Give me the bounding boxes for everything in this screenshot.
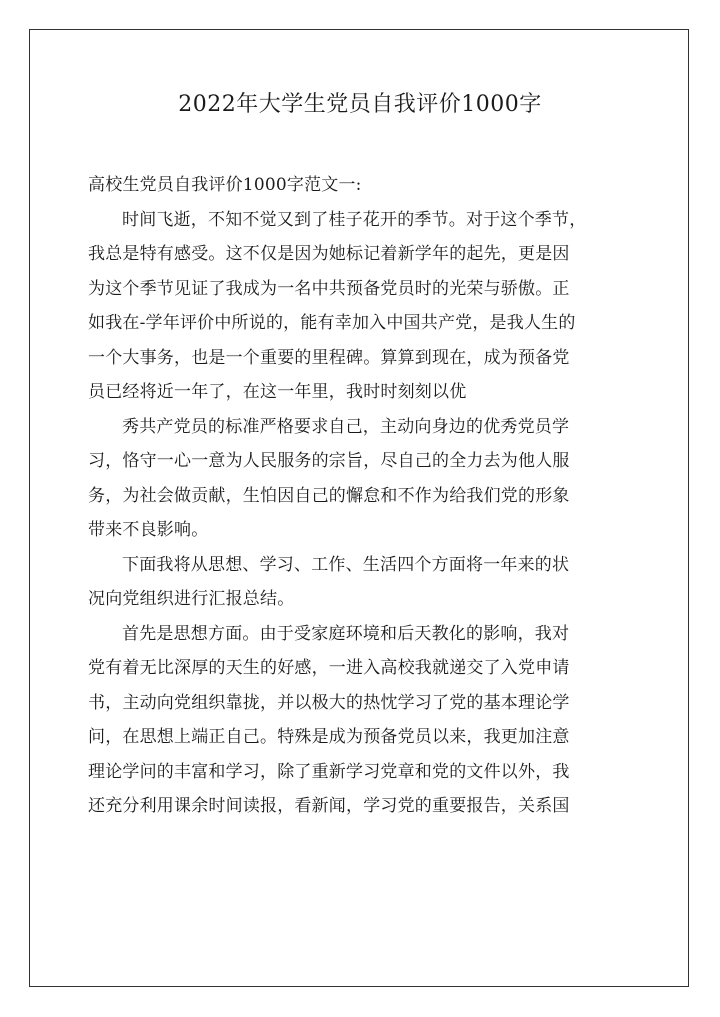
text-line: 为这个季节见证了我成为一名中共预备党员时的光荣与骄傲。正 <box>88 278 570 299</box>
text-line: 首先是思想方面。由于受家庭环境和后天教化的影响，我对 <box>122 623 570 644</box>
text-line: 书，主动向党组织靠拢，并以极大的热忱学习了党的基本理论学 <box>88 692 570 713</box>
text-line: 我总是特有感受。这不仅是因为她标记着新学年的起先，更是因 <box>88 244 570 264</box>
text-line: 时间飞逝，不知不觉又到了桂子花开的季节。对于这个季节， <box>122 209 587 230</box>
text-line: 理论学问的丰富和学习，除了重新学习党章和党的文件以外，我 <box>88 761 570 782</box>
text-line: 下面我将从思想、学习、工作、生活四个方面将一年来的状 <box>122 554 570 575</box>
text-line: 党有着无比深厚的天生的好感，一进入高校我就递交了入党申请 <box>88 658 570 678</box>
text-line: 习，恪守一心一意为人民服务的宗旨，尽自己的全力去为他人服 <box>88 451 570 471</box>
text-line: 还充分利用课余时间读报，看新闻，学习党的重要报告，关系国 <box>88 796 570 816</box>
text-line: 务，为社会做贡献，生怕因自己的懈怠和不作为给我们党的形象 <box>88 485 570 506</box>
document-body <box>88 168 634 824</box>
document-title: 2022年大学生党员自我评价1000字 <box>178 92 542 117</box>
text-line: 况向党组织进行汇报总结。 <box>88 589 295 609</box>
text-line: 问，在思想上端正自己。特殊是成为预备党员以来，我更加注意 <box>88 727 570 747</box>
text-line: 一个大事务，也是一个重要的里程碑。算算到现在，成为预备党 <box>88 347 570 368</box>
text-line: 秀共产党员的标准严格要求自己，主动向身边的优秀党员学 <box>122 416 570 437</box>
text-line: 员已经将近一年了，在这一年里，我时时刻刻以优 <box>88 382 467 402</box>
text-line: 如我在-学年评价中所说的，能有幸加入中国共产党，是我人生的 <box>88 313 576 333</box>
text-line: 带来不良影响。 <box>88 520 209 540</box>
text-line: 高校生党员自我评价1000字范文一: <box>88 175 362 195</box>
